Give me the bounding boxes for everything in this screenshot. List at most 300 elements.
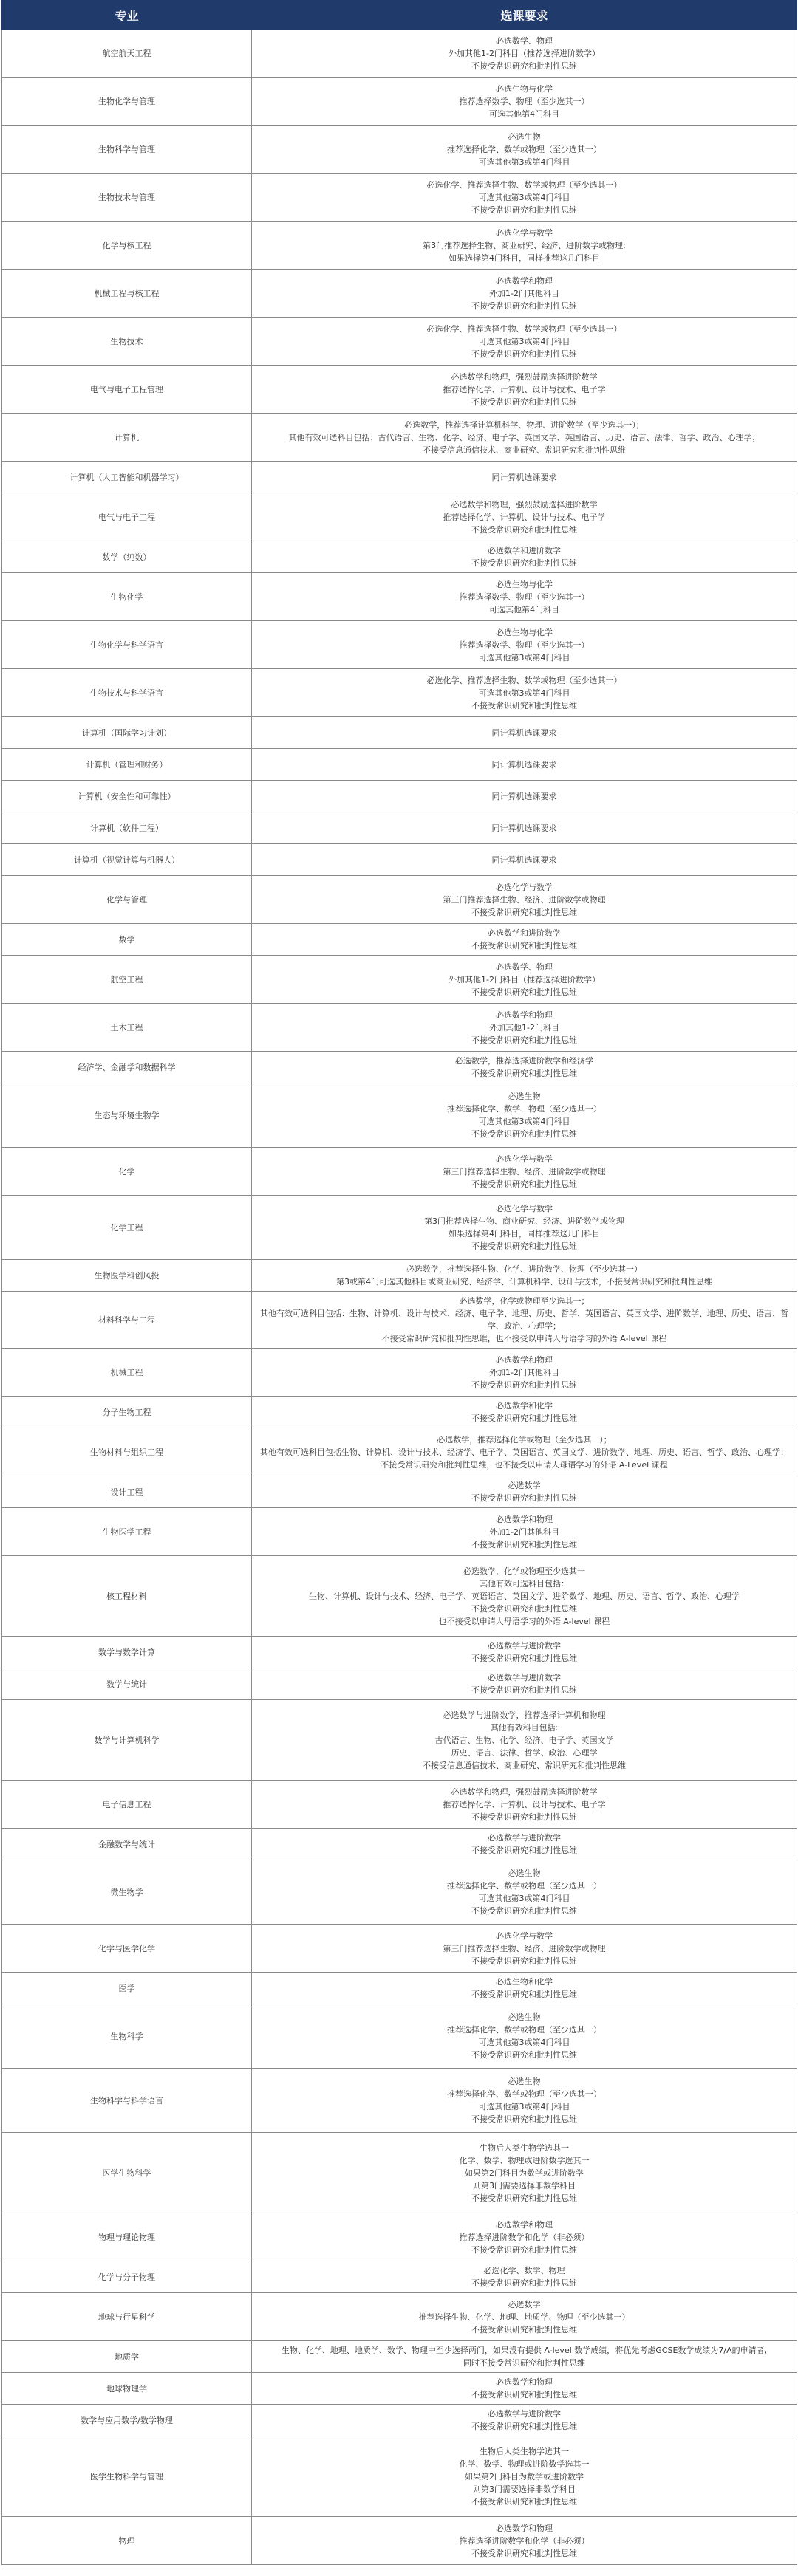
major-cell: 计算机（管理和财务） bbox=[2, 749, 252, 781]
requirement-line: 必选数学与进阶数学 bbox=[488, 1641, 561, 1651]
requirement-line: 必选生物 bbox=[508, 1868, 541, 1878]
course-requirements-table bbox=[1, 0, 797, 2565]
table-row bbox=[2, 30, 797, 78]
requirement-line: 必选生物 bbox=[508, 1092, 541, 1101]
requirement-cell bbox=[252, 1860, 797, 1925]
requirement-cell bbox=[252, 1292, 797, 1349]
table-row bbox=[2, 1508, 797, 1556]
requirement-cell bbox=[252, 844, 797, 876]
requirement-line: 外加1-2门其他科目 bbox=[489, 1527, 559, 1537]
table-row bbox=[2, 414, 797, 462]
requirement-cell bbox=[252, 462, 797, 493]
table-row bbox=[2, 1973, 797, 2004]
table-row bbox=[2, 2004, 797, 2069]
requirement-line: 必选化学、推荐选择生物、数学或物理（至少选其一） bbox=[426, 179, 622, 190]
major-cell: 电气与电子工程 bbox=[2, 493, 252, 541]
table-row bbox=[2, 2405, 797, 2436]
major-cell: 航空航天工程 bbox=[2, 30, 252, 78]
requirement-line: 第三门推荐选择生物、经济、进阶数学或物理 bbox=[443, 1166, 606, 1176]
major-cell: 计算机（人工智能和机器学习） bbox=[2, 462, 252, 493]
major-cell: 物理 bbox=[2, 2517, 252, 2565]
table-row bbox=[2, 126, 797, 174]
requirement-line: 必选化学与数学 bbox=[496, 1931, 553, 1941]
requirement-cell bbox=[252, 669, 797, 717]
requirement-line: 生物后人类生物学选其一 bbox=[480, 2142, 569, 2153]
requirement-line: 必选数学、物理 bbox=[496, 35, 553, 46]
requirement-line: 必选数学 bbox=[508, 2299, 541, 2309]
table-row bbox=[2, 2213, 797, 2261]
requirement-line: 不接受常识研究和批判性思维 bbox=[471, 2050, 577, 2060]
major-cell: 医学 bbox=[2, 1973, 252, 2004]
requirement-line: 不接受常识研究和批判性思维 bbox=[471, 558, 577, 568]
requirement-line: 不接受常识研究和批判性思维 bbox=[471, 1685, 577, 1695]
requirement-cell bbox=[252, 1556, 797, 1637]
requirement-line: 不接受常识研究和批判性思维 bbox=[471, 349, 577, 359]
major-cell: 经济学、金融学和数据科学 bbox=[2, 1052, 252, 1083]
table-row bbox=[2, 1292, 797, 1349]
table-row bbox=[2, 1637, 797, 1668]
requirement-cell bbox=[252, 2261, 797, 2293]
major-cell: 分子生物工程 bbox=[2, 1397, 252, 1428]
table-row bbox=[2, 1428, 797, 1476]
requirement-line: 生物、化学、地理、地质学、数学、物理中至少选择两门，如果没有提供 A-level 数学成绩，将优先考虑GCSE数学成绩为7/A的申请者, bbox=[281, 2346, 768, 2355]
requirement-line: 可选其他第3或第4门科目 bbox=[478, 336, 570, 346]
requirement-line: 不接受常识研究和批判性思维 bbox=[471, 1069, 577, 1078]
requirement-line: 必选化学与数学 bbox=[496, 1204, 553, 1213]
major-cell: 生物技术与科学语言 bbox=[2, 669, 252, 717]
requirement-line: 不接受常识研究和批判性思维 bbox=[471, 61, 577, 71]
requirement-line: 推荐选择化学、数学、物理（至少选其一） bbox=[447, 1104, 601, 1114]
requirement-line: 必选数学，化学或物理至少选其一 bbox=[463, 1566, 585, 1576]
major-cell: 土木工程 bbox=[2, 1004, 252, 1052]
requirement-line: 推荐选择化学、数学或物理（至少选其一） bbox=[447, 1881, 601, 1891]
requirement-line: 不接受常识研究和批判性思维 bbox=[471, 1539, 577, 1549]
requirement-cell bbox=[252, 1083, 797, 1148]
requirement-line: 不接受常识研究和批判性思维 bbox=[471, 2496, 577, 2507]
requirement-cell bbox=[252, 2341, 797, 2373]
requirement-line: 同计算机选课要求 bbox=[491, 823, 557, 833]
requirement-line: 不接受常识研究和批判性思维 bbox=[471, 301, 577, 311]
requirement-cell bbox=[252, 956, 797, 1004]
major-cell: 数学与统计 bbox=[2, 1668, 252, 1700]
table-row bbox=[2, 1083, 797, 1148]
major-cell: 地球物理学 bbox=[2, 2373, 252, 2405]
requirement-cell bbox=[252, 781, 797, 812]
requirement-line: 必选数学和物理，强烈鼓励选择进阶数学 bbox=[451, 371, 598, 382]
requirement-cell bbox=[252, 749, 797, 781]
requirement-cell bbox=[252, 414, 797, 462]
table-row bbox=[2, 1260, 797, 1292]
major-cell: 航空工程 bbox=[2, 956, 252, 1004]
requirement-cell bbox=[252, 1148, 797, 1196]
requirement-cell bbox=[252, 2293, 797, 2341]
header-requirements: 选课要求 bbox=[252, 1, 797, 30]
requirement-cell bbox=[252, 573, 797, 621]
requirement-line: 必选数学，推荐选择生物、化学、进阶数学、物理（至少选其一） bbox=[406, 1264, 642, 1274]
major-cell: 设计工程 bbox=[2, 1476, 252, 1508]
requirement-line: 外加1-2门其他科目 bbox=[489, 1367, 559, 1377]
requirement-line: 同计算机选课要求 bbox=[491, 791, 557, 801]
requirement-line: 必选数学和物理 bbox=[496, 1010, 553, 1020]
table-row bbox=[2, 1052, 797, 1083]
requirement-line: 必选数学和物理 bbox=[496, 2377, 553, 2387]
requirement-line: 必选数学，化学或物理至少选其一； bbox=[459, 1296, 590, 1306]
requirement-line: 必选生物 bbox=[508, 2077, 541, 2086]
requirement-line: 可选其他第3或第4门科目 bbox=[478, 2038, 570, 2047]
requirement-line: 同计算机选课要求 bbox=[491, 727, 557, 738]
table-row bbox=[2, 222, 797, 270]
major-cell: 生物科学与管理 bbox=[2, 126, 252, 174]
table-row bbox=[2, 876, 797, 924]
requirement-line: 不接受常识研究和批判性思维 bbox=[471, 1956, 577, 1966]
requirement-cell bbox=[252, 1925, 797, 1973]
table-row bbox=[2, 781, 797, 812]
requirement-line: 必选化学与数学 bbox=[496, 1154, 553, 1164]
table-row bbox=[2, 318, 797, 366]
requirement-cell bbox=[252, 318, 797, 366]
requirement-line: 不接受常识研究和批判性思维 bbox=[471, 2548, 577, 2558]
requirement-line: 第三门推荐选择生物、经济、进阶数学或物理 bbox=[443, 1943, 606, 1953]
requirement-line: 可选其他第3或第4门科目 bbox=[478, 1894, 570, 1903]
requirement-line: 不接受常识研究和批判性思维，也不接受以申请人母语学习的外语 A-Level 课程 bbox=[381, 1459, 668, 1470]
requirement-line: 必选数学，推荐选择进阶数学和经济学 bbox=[455, 1056, 593, 1066]
requirement-cell bbox=[252, 541, 797, 573]
major-cell: 化学工程 bbox=[2, 1196, 252, 1260]
requirement-cell bbox=[252, 2373, 797, 2405]
major-cell: 生物科学 bbox=[2, 2004, 252, 2069]
requirement-line: 生物后人类生物学选其一 bbox=[480, 2446, 569, 2456]
requirement-line: 推荐选择化学、计算机、设计与技术、电子学 bbox=[443, 512, 606, 522]
requirement-line: 可选其他第3或第4门科目 bbox=[478, 652, 570, 662]
table-row bbox=[2, 1476, 797, 1508]
requirement-line: 不接受常识研究和批判性思维 bbox=[471, 1603, 577, 1614]
requirement-cell bbox=[252, 1829, 797, 1860]
requirement-line: 化学、数学、物理或进阶数学选其一 bbox=[459, 2155, 590, 2165]
requirement-cell bbox=[252, 1004, 797, 1052]
requirement-cell bbox=[252, 1476, 797, 1508]
table-body bbox=[2, 30, 797, 2565]
requirement-line: 不接受常识研究和批判性思维 bbox=[471, 1179, 577, 1189]
table-row bbox=[2, 2517, 797, 2565]
requirement-line: 必选数学和物理 bbox=[496, 1354, 553, 1365]
requirement-line: 同计算机选课要求 bbox=[491, 472, 557, 482]
requirement-line: 不接受信息通信技术、商业研究、常识研究和批判性思维 bbox=[423, 445, 626, 455]
requirement-cell bbox=[252, 1397, 797, 1428]
requirement-line: 也不接受以申请人母语学习的外语 A-level 课程 bbox=[438, 1616, 610, 1626]
requirement-line: 不接受常识研究和批判性思维 bbox=[471, 1414, 577, 1423]
requirement-line: 不接受常识研究和批判性思维 bbox=[471, 1654, 577, 1663]
requirement-line: 推荐选择化学、数学或物理（至少选其一） bbox=[447, 144, 601, 154]
requirement-line: 外加其他1-2门科目 bbox=[489, 1022, 559, 1032]
requirement-line: 推荐选择进阶数学和化学（非必须） bbox=[459, 2535, 590, 2546]
requirement-line: 必选化学、推荐选择生物、数学或物理（至少选其一） bbox=[426, 323, 622, 334]
requirement-line: 其他有效可选科目包括：古代语言、生物、化学、经济、电子学、英国文学、英国语言、历史、语言、法律、哲学、政治、心理学； bbox=[288, 432, 760, 442]
requirement-line: 同计算机选课要求 bbox=[491, 854, 557, 865]
requirement-line: 必选数学和进阶数学 bbox=[488, 546, 561, 555]
requirement-line: 不接受常识研究和批判性思维 bbox=[471, 1241, 577, 1251]
requirement-line: 则第3门需要选择非数学科目 bbox=[473, 2484, 576, 2494]
major-cell: 计算机 bbox=[2, 414, 252, 462]
table-row bbox=[2, 270, 797, 318]
table-row bbox=[2, 2341, 797, 2373]
major-cell: 化学与管理 bbox=[2, 876, 252, 924]
major-cell: 数学与计算机科学 bbox=[2, 1700, 252, 1781]
requirement-cell bbox=[252, 2004, 797, 2069]
major-cell: 数学与应用数学/数学物理 bbox=[2, 2405, 252, 2436]
requirement-cell bbox=[252, 1781, 797, 1829]
table-row bbox=[2, 1781, 797, 1829]
major-cell: 计算机（国际学习计划） bbox=[2, 717, 252, 749]
major-cell: 数学 bbox=[2, 924, 252, 956]
requirement-cell bbox=[252, 924, 797, 956]
table-row bbox=[2, 924, 797, 956]
table-row bbox=[2, 366, 797, 414]
major-cell: 金融数学与统计 bbox=[2, 1829, 252, 1860]
requirement-line: 必选数学和物理 bbox=[496, 275, 553, 286]
table-row bbox=[2, 2373, 797, 2405]
requirement-line: 必选生物和化学 bbox=[496, 1977, 553, 1987]
requirement-line: 可选其他第3或第4门科目 bbox=[478, 192, 570, 202]
table-row bbox=[2, 749, 797, 781]
requirement-line: 必选生物与化学 bbox=[496, 627, 553, 637]
major-cell: 计算机（安全性和可靠性） bbox=[2, 781, 252, 812]
requirement-line: 必选数学，推荐选择计算机科学、物理、进阶数学（至少选其一）； bbox=[404, 419, 644, 430]
table-row bbox=[2, 812, 797, 844]
requirement-cell bbox=[252, 812, 797, 844]
major-cell: 化学 bbox=[2, 1148, 252, 1196]
table-row bbox=[2, 1668, 797, 1700]
table-row bbox=[2, 462, 797, 493]
table-row bbox=[2, 1004, 797, 1052]
major-cell: 生物化学 bbox=[2, 573, 252, 621]
requirement-line: 不接受常识研究和批判性思维，也不接受以申请人母语学习的外语 A-level 课程 bbox=[381, 1334, 667, 1343]
requirement-cell bbox=[252, 270, 797, 318]
table-header-row bbox=[2, 1, 797, 30]
requirement-line: 其他有效科目包括: bbox=[490, 1722, 559, 1733]
requirement-line: 第三门推荐选择生物、经济、进阶数学或物理 bbox=[443, 894, 606, 905]
requirement-cell bbox=[252, 1508, 797, 1556]
requirement-line: 可选其他第3或第4门科目 bbox=[478, 157, 570, 167]
requirement-cell bbox=[252, 2213, 797, 2261]
major-cell: 化学与核工程 bbox=[2, 222, 252, 270]
requirement-cell bbox=[252, 1260, 797, 1292]
major-cell: 生物材料与组织工程 bbox=[2, 1428, 252, 1476]
requirement-line: 推荐选择进阶数学和化学（非必须） bbox=[459, 2232, 590, 2242]
table-row bbox=[2, 1148, 797, 1196]
requirement-line: 推荐选择生物、化学、地理、地质学、物理（至少选其一） bbox=[418, 2312, 630, 2322]
major-cell: 计算机（视觉计算与机器人） bbox=[2, 844, 252, 876]
requirement-line: 必选数学和物理 bbox=[496, 1514, 553, 1524]
requirement-cell bbox=[252, 2069, 797, 2133]
major-cell: 数学与数学计算 bbox=[2, 1637, 252, 1668]
requirement-line: 推荐选择化学、数学或物理（至少选其一） bbox=[447, 2089, 601, 2099]
requirement-line: 如果第2门科目为数学或进阶数学 bbox=[465, 2168, 584, 2178]
requirement-line: 必选数学和物理，强烈鼓励选择进阶数学 bbox=[451, 499, 598, 510]
major-cell: 生物化学与管理 bbox=[2, 78, 252, 126]
requirement-line: 必选化学、数学、物理 bbox=[483, 2266, 565, 2275]
requirement-line: 如果选择第4门科目，同样推荐这几门科目 bbox=[449, 1229, 600, 1239]
requirement-cell bbox=[252, 1052, 797, 1083]
major-cell: 电气与电子工程管理 bbox=[2, 366, 252, 414]
requirement-line: 必选数学和化学 bbox=[496, 1401, 553, 1411]
table-row bbox=[2, 2261, 797, 2293]
requirement-line: 不接受常识研究和批判性思维 bbox=[471, 1812, 577, 1822]
major-cell: 生物化学与科学语言 bbox=[2, 621, 252, 669]
requirement-line: 不接受常识研究和批判性思维 bbox=[471, 987, 577, 997]
requirement-line: 不接受常识研究和批判性思维 bbox=[471, 1035, 577, 1045]
requirement-line: 外加其他1-2门科目（推荐选择进阶数学） bbox=[449, 48, 600, 58]
requirement-cell bbox=[252, 30, 797, 78]
table-row bbox=[2, 78, 797, 126]
table-row bbox=[2, 1860, 797, 1925]
requirement-line: 必选生物 bbox=[508, 131, 541, 142]
table-row bbox=[2, 1556, 797, 1637]
requirement-line: 不接受常识研究和批判性思维 bbox=[471, 524, 577, 535]
requirement-cell bbox=[252, 1668, 797, 1700]
requirement-line: 推荐选择数学、物理（至少选其一） bbox=[459, 640, 590, 650]
requirement-line: 必选生物 bbox=[508, 2012, 541, 2022]
requirement-line: 必选数学和物理 bbox=[496, 2523, 553, 2533]
requirement-cell bbox=[252, 876, 797, 924]
requirement-cell bbox=[252, 1349, 797, 1397]
requirement-line: 不接受常识研究和批判性思维 bbox=[471, 397, 577, 407]
requirement-line: 不接受常识研究和批判性思维 bbox=[471, 2244, 577, 2255]
requirement-line: 生物、计算机、设计与技术、经济、电子学、英语语言、英国文学、进阶数学、地理、历史、语言、哲学、政治、心理学 bbox=[309, 1591, 740, 1601]
major-cell: 生物医学工程 bbox=[2, 1508, 252, 1556]
requirement-line: 古代语言、生物、化学、经济、电子学、英国文学 bbox=[434, 1735, 614, 1745]
major-cell: 化学与分子物理 bbox=[2, 2261, 252, 2293]
requirement-line: 不接受常识研究和批判性思维 bbox=[471, 2422, 577, 2431]
major-cell: 物理与理论物理 bbox=[2, 2213, 252, 2261]
requirement-line: 第3门推荐选择生物、商业研究、经济、进阶数学或物理; bbox=[423, 240, 626, 250]
table-row bbox=[2, 541, 797, 573]
requirement-line: 同时不接受常识研究和批判性思维 bbox=[463, 2358, 585, 2368]
major-cell: 核工程材料 bbox=[2, 1556, 252, 1637]
requirement-line: 必选数学、物理 bbox=[496, 962, 553, 972]
table-row bbox=[2, 2293, 797, 2341]
requirement-line: 不接受常识研究和批判性思维 bbox=[471, 1129, 577, 1139]
major-cell: 生物技术与管理 bbox=[2, 174, 252, 222]
requirement-line: 必选数学与进阶数学，推荐选择计算机和物理 bbox=[443, 1710, 606, 1720]
requirement-line: 推荐选择化学、数学或物理（至少选其一） bbox=[447, 2025, 601, 2035]
requirement-line: 不接受常识研究和批判性思维 bbox=[471, 2278, 577, 2288]
requirement-line: 必选数学和物理，强烈鼓励选择进阶数学 bbox=[451, 1787, 598, 1797]
major-cell: 医学生物科学与管理 bbox=[2, 2436, 252, 2517]
requirement-cell bbox=[252, 2436, 797, 2517]
requirement-cell bbox=[252, 78, 797, 126]
requirement-line: 历史、语言、法律、哲学、政治、心理学 bbox=[451, 1747, 598, 1758]
major-cell: 化学与医学化学 bbox=[2, 1925, 252, 1973]
requirement-cell bbox=[252, 1196, 797, 1260]
requirement-line: 推荐选择化学、计算机、设计与技术、电子学 bbox=[443, 1799, 606, 1809]
requirement-cell bbox=[252, 222, 797, 270]
requirement-line: 必选数学与进阶数学 bbox=[488, 1673, 561, 1682]
requirement-line: 不接受常识研究和批判性思维 bbox=[471, 2324, 577, 2334]
requirement-line: 可选其他第3或第4门科目 bbox=[478, 1117, 570, 1126]
requirement-line: 同计算机选课要求 bbox=[491, 759, 557, 770]
table-row bbox=[2, 2069, 797, 2133]
requirement-cell bbox=[252, 1428, 797, 1476]
major-cell: 生物科学与科学语言 bbox=[2, 2069, 252, 2133]
major-cell: 电子信息工程 bbox=[2, 1781, 252, 1829]
requirement-line: 不接受常识研究和批判性思维 bbox=[471, 2390, 577, 2399]
major-cell: 数学（纯数） bbox=[2, 541, 252, 573]
requirement-line: 推荐选择化学、计算机、设计与技术、电子学 bbox=[443, 384, 606, 394]
requirement-cell bbox=[252, 2517, 797, 2565]
table-row bbox=[2, 1925, 797, 1973]
table-row bbox=[2, 1349, 797, 1397]
requirement-cell bbox=[252, 1973, 797, 2004]
requirement-line: 化学、数学、物理或进阶数学选其一 bbox=[459, 2459, 590, 2469]
requirement-line: 不接受常识研究和批判性思维 bbox=[471, 2193, 577, 2203]
requirement-line: 外加1-2门其他科目 bbox=[489, 288, 559, 298]
requirement-cell bbox=[252, 493, 797, 541]
requirement-line: 不接受信息通信技术、商业研究、常识研究和批判性思维 bbox=[423, 1760, 626, 1770]
table-row bbox=[2, 2133, 797, 2213]
requirement-line: 必选数学和物理 bbox=[496, 2219, 553, 2230]
requirement-line: 外加其他1-2门科目（推荐选择进阶数学） bbox=[449, 974, 600, 984]
requirement-line: 如果第2门科目为数学或进阶数学 bbox=[465, 2471, 584, 2481]
requirement-cell bbox=[252, 1700, 797, 1781]
table-row bbox=[2, 1700, 797, 1781]
requirement-line: 则第3门需要选择非数学科目 bbox=[473, 2180, 576, 2190]
table-row bbox=[2, 669, 797, 717]
major-cell: 医学生物科学 bbox=[2, 2133, 252, 2213]
requirement-line: 必选数学 bbox=[508, 1481, 541, 1490]
requirement-line: 不接受常识研究和批判性思维 bbox=[471, 1846, 577, 1855]
major-cell: 微生物学 bbox=[2, 1860, 252, 1925]
requirement-line: 第3或第4门可选其他科目或商业研究、经济学、计算机科学、设计与技术，不接受常识研究和批判性思维 bbox=[336, 1277, 712, 1287]
requirement-line: 推荐选择数学、物理（至少选其一） bbox=[459, 96, 590, 106]
major-cell: 材料科学与工程 bbox=[2, 1292, 252, 1349]
requirement-line: 不接受常识研究和批判性思维 bbox=[471, 1906, 577, 1916]
requirement-cell bbox=[252, 2133, 797, 2213]
requirement-line: 不接受常识研究和批判性思维 bbox=[471, 1493, 577, 1503]
major-cell: 生物技术 bbox=[2, 318, 252, 366]
requirement-cell bbox=[252, 366, 797, 414]
table-row bbox=[2, 1196, 797, 1260]
table-row bbox=[2, 1397, 797, 1428]
requirement-line: 不接受常识研究和批判性思维 bbox=[471, 1990, 577, 1999]
table-row bbox=[2, 844, 797, 876]
requirement-line: 必选数学与进阶数学 bbox=[488, 2409, 561, 2419]
requirement-cell bbox=[252, 174, 797, 222]
major-cell: 计算机（软件工程） bbox=[2, 812, 252, 844]
table-row bbox=[2, 493, 797, 541]
requirement-cell bbox=[252, 717, 797, 749]
table-row bbox=[2, 573, 797, 621]
requirement-line: 必选化学、推荐选择生物、数学或物理（至少选其一） bbox=[426, 675, 622, 685]
table-row bbox=[2, 717, 797, 749]
major-cell: 机械工程与核工程 bbox=[2, 270, 252, 318]
requirement-line: 不接受常识研究和批判性思维 bbox=[471, 2114, 577, 2124]
requirement-line: 其他有效可选科目包括： bbox=[480, 1578, 569, 1589]
requirement-line: 必选数学和进阶数学 bbox=[488, 928, 561, 938]
requirement-line: 可选其他第3或第4门科目 bbox=[478, 2102, 570, 2111]
requirement-line: 必选化学与数学 bbox=[496, 882, 553, 892]
requirement-line: 可选其他第4门科目 bbox=[489, 109, 559, 119]
requirement-line: 可选其他第3或第4门科目 bbox=[478, 688, 570, 698]
major-cell: 地球与行星科学 bbox=[2, 2293, 252, 2341]
table-row bbox=[2, 621, 797, 669]
requirement-line: 如果选择第4门科目，同样推荐这几门科目 bbox=[449, 253, 600, 263]
table-row bbox=[2, 1829, 797, 1860]
requirement-line: 必选数学，推荐选择化学或物理（至少选其一）； bbox=[437, 1434, 612, 1445]
major-cell: 生态与环境生物学 bbox=[2, 1083, 252, 1148]
major-cell: 地质学 bbox=[2, 2341, 252, 2373]
requirement-line: 必选生物与化学 bbox=[496, 83, 553, 94]
table-row bbox=[2, 2436, 797, 2517]
